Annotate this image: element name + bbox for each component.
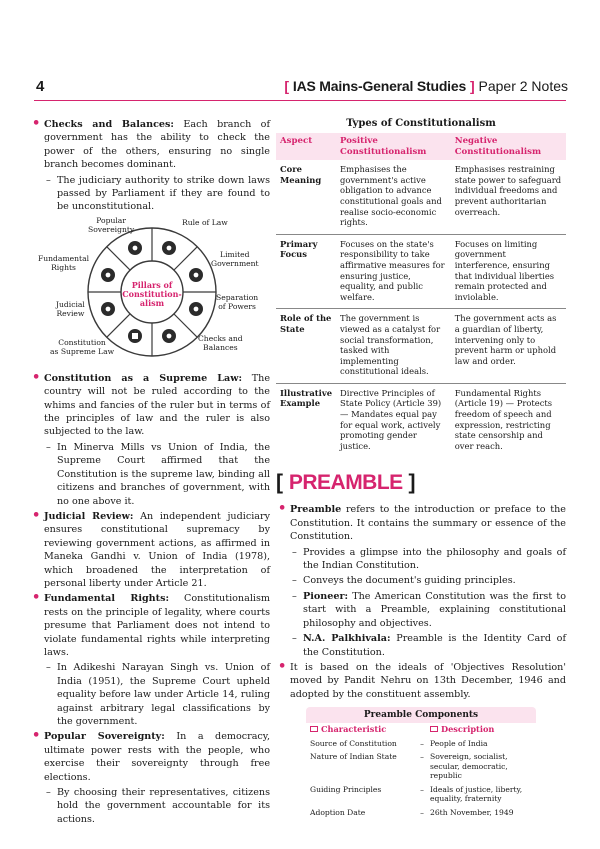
ideals-bullet: • It is based on the ideals of 'Objectives Resolution' moved by Pandit Nehru on 13th December, 1946 and adopted by the constituent assembly.	[276, 661, 566, 701]
page-header	[0, 74, 600, 100]
heading-bracket-close: ]	[408, 471, 416, 495]
table-header-row	[276, 133, 566, 160]
rights-bullet	[30, 592, 270, 659]
checks-bullet	[30, 118, 270, 172]
preamble-sub: – Conveys the document's guiding principles.	[276, 574, 566, 587]
preamble-sub: – Provides a glimpse into the philosophy and goals of the Indian Constitution.	[276, 546, 566, 573]
checks-sub: – The judiciary authority to strike down laws passed by Parliament if they are found to be unconstitutional.	[30, 174, 270, 214]
heading-bracket-open: [	[276, 471, 283, 495]
row-negative: The government acts as a guardian of liberty, intervening only to prevent harm or uphold law and order.	[451, 309, 566, 384]
label-limited-government: Limited Government	[211, 249, 259, 268]
judicial-bullet	[30, 510, 270, 590]
supreme-text: The country will not be ruled according to the whims and fancies of the ruler but in terms of the principles of law and the ruler is also subjected to the law.	[44, 372, 270, 438]
preamble-bullet	[276, 503, 566, 543]
types-table	[276, 133, 566, 457]
row-negative: Focuses on limiting government interference, ensuring that individual liberties remain protected and inviolable.	[451, 234, 566, 309]
components-row: Guiding Principles – Ideals of justice, liberty, equality, fraternity	[310, 784, 523, 804]
sovereignty-bullet	[30, 730, 270, 784]
label-judicial-review: Judicial Review	[56, 299, 85, 318]
heading-text: PREAMBLE	[288, 471, 403, 495]
sovereignty-sub: – By choosing their representatives, citizens hold the government accountable for its actions.	[30, 786, 270, 826]
supreme-sub: – In Minerva Mills vs Union of India, the Supreme Court affirmed that the Constitution is the supreme law, binding all citizens and branches of government, with no one above it.	[30, 441, 270, 508]
table-icon	[310, 726, 318, 732]
label-separation-of-powers: Separation of Powers	[216, 292, 259, 311]
components-header-row	[306, 723, 536, 737]
bracket-close: ]	[469, 78, 475, 94]
row-aspect: Primary Focus	[276, 234, 336, 309]
sovereignty-text: In a democracy, ultimate power rests with the people, who exercise their sovereignty through free elections.	[44, 731, 270, 783]
right-column	[276, 118, 566, 819]
bracket-open: [	[284, 78, 289, 94]
series-title	[284, 78, 568, 94]
page-number: 4	[36, 78, 45, 95]
preamble-text: refers to the introduction or preface to the Constitution. It contains the summary or essence of the Constitution.	[290, 504, 566, 543]
components-box	[306, 707, 536, 819]
row-positive: Emphasises the government's active obligation to advance constitutional goals and realise socio-economic rights.	[336, 160, 451, 234]
header-aspect: Aspect	[276, 133, 336, 160]
rights-text: Constitutionalism rests on the principle of legality, where courts presume that Parliament does not intend to violate fundamental rights while interpreting laws.	[44, 593, 270, 658]
center-label-line2: Constitution-	[122, 288, 182, 299]
row-positive: Focuses on the state's responsibility to take affirmative measures for ensuring justice, equality, and public welfare.	[336, 234, 451, 309]
table-row	[276, 234, 566, 309]
preamble-sub: – Pioneer: The American Constitution was the first to start with a Preamble, explaining constitutional philosophy and objectives.	[276, 590, 566, 630]
table-title: Types of Constitutionalism	[346, 118, 496, 129]
rights-sub: – In Adikeshi Narayan Singh vs. Union of India (1951), the Supreme Court upheld equality before law under Article 14, ruling against arbitrary legal classifications by the government.	[30, 661, 270, 728]
row-negative: Fundamental Rights (Article 19) — Protects freedom of speech and expression, restricting state censorship and over reach.	[454, 387, 553, 451]
table-icon	[430, 726, 438, 732]
row-positive: Directive Principles of State Policy (Article 39) — Mandates equal pay for equal work, actively promoting gender justice.	[340, 387, 442, 451]
series-main-title: IAS Mains-General Studies	[292, 78, 467, 94]
label-fundamental-rights: Fundamental Rights	[38, 253, 90, 272]
table-row	[276, 309, 566, 384]
rights-title: Fundamental Rights:	[44, 593, 170, 605]
header-positive: Positive Constitutionalism	[336, 133, 451, 160]
label-constitution-supreme: Constitution as Supreme Law	[50, 337, 115, 356]
preamble-heading	[276, 471, 566, 495]
row-aspect: Illustrative Example	[280, 387, 333, 409]
left-column	[30, 118, 270, 828]
header-negative: Negative Constitutionalism	[451, 133, 566, 160]
judicial-text: An independent judiciary ensures constitutional supremacy by reviewing government actions, as affirmed in Maneka Gandhi v. Union of India (1978), which broadened the interpretation of personal liberty under Article 21.	[44, 510, 270, 589]
supreme-bullet	[30, 372, 270, 439]
checks-title: Checks and Balances:	[44, 119, 174, 130]
row-aspect: Role of the State	[276, 309, 336, 384]
components-row: Adoption Date – 26th November, 1949	[310, 807, 514, 817]
center-label-line1: Pillars of	[131, 279, 173, 290]
row-aspect: Core Meaning	[276, 160, 336, 234]
row-positive: The government is viewed as a catalyst for social transformation, tasked with implementing constitutional ideals.	[336, 309, 451, 384]
label-rule-of-law: Rule of Law	[182, 217, 228, 227]
series-subtitle: Paper 2 Notes	[478, 78, 568, 94]
preamble-sub: – N.A. Palkhivala: Preamble is the Identity Card of the Constitution.	[276, 632, 566, 659]
components-row: Nature of Indian State – Sovereign, socialist, secular, democratic, republic	[310, 752, 508, 781]
components-col1: Characteristic	[310, 725, 414, 735]
sovereignty-title: Popular Sovereignty:	[44, 731, 165, 743]
table-row	[276, 160, 566, 234]
supreme-title: Constitution as a Supreme Law:	[44, 372, 243, 384]
components-row: Source of Constitution – People of India	[310, 738, 488, 748]
row-negative: Emphasises restraining state power to safeguard individual freedoms and prevent authoritarian overreach.	[451, 160, 566, 234]
checks-text: Each branch of government has the ability to check the power of the others, ensuring no single branch becomes dominant.	[44, 119, 270, 171]
components-title: Preamble Components	[306, 707, 536, 723]
label-checks-balances: Checks and Balances	[198, 333, 243, 352]
pillars-diagram	[30, 215, 270, 368]
table-row	[276, 383, 566, 457]
components-col2: Description	[430, 725, 530, 735]
label-popular-sovereignty: Popular Sovereignty	[88, 215, 135, 234]
judicial-title: Judicial Review:	[44, 510, 134, 522]
preamble-title: Preamble	[290, 504, 342, 516]
header-rule	[34, 100, 566, 101]
center-label-line3: alism	[139, 297, 165, 308]
